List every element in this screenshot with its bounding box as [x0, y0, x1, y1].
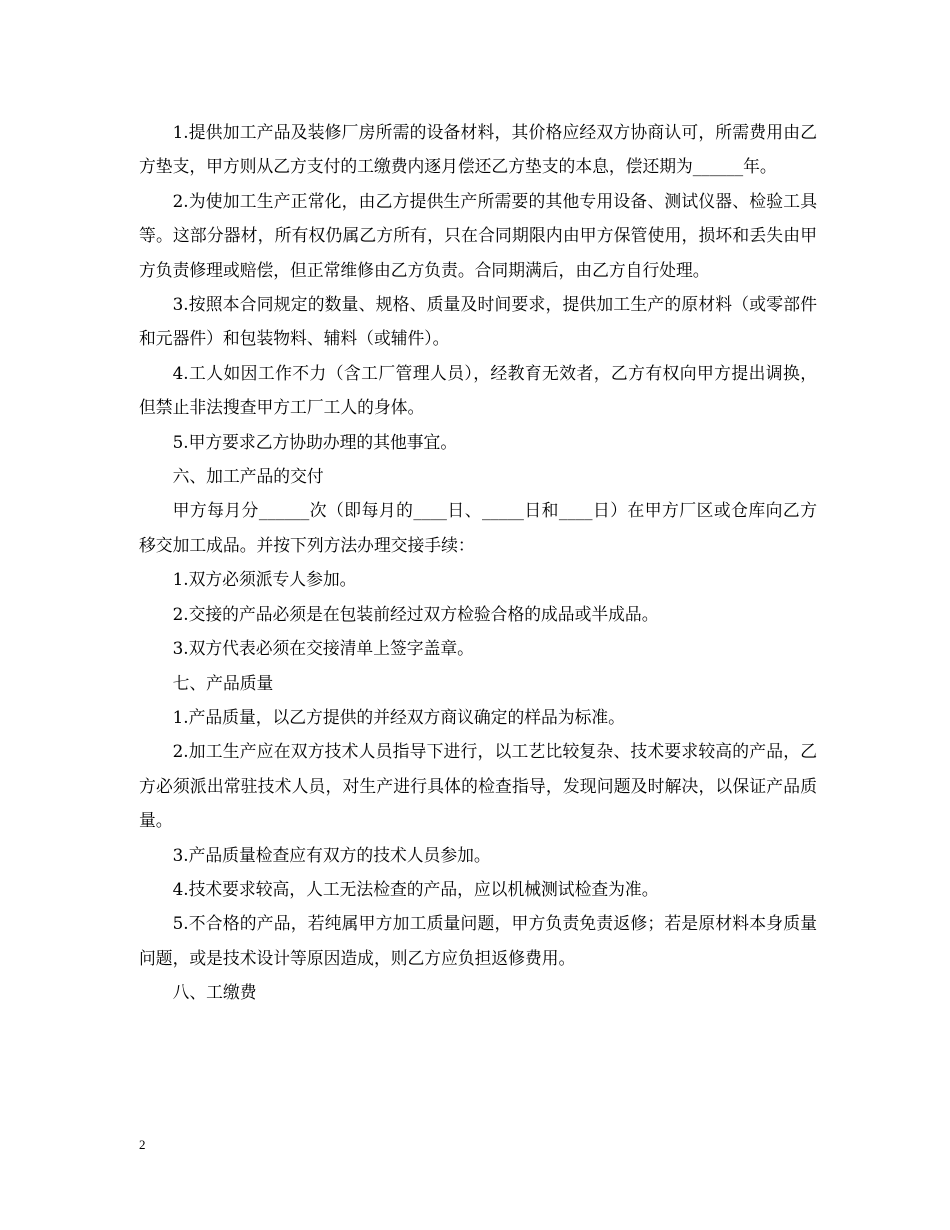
paragraph-2: 2.为使加工生产正常化，由乙方提供生产所需要的其他专用设备、测试仪器、检验工具等。这部分器材，所有权仍属乙方所有，只在合同期限内由甲方保管使用，损坏和丢失由甲方负责修理或赔偿，但正常维修由乙方负责。合同期满后，由乙方自行处理。 [139, 190, 817, 280]
paragraph-9: 3.双方代表必须在交接清单上签字盖章。 [172, 638, 474, 659]
paragraph-3: 3.按照本合同规定的数量、规格、质量及时间要求，提供加工生产的原材料（或零部件和元器件）和包装物料、辅料（或辅件）。 [139, 294, 817, 349]
paragraph-5: 5.甲方要求乙方协助办理的其他事宜。 [172, 431, 458, 452]
section-heading-8: 八、工缴费 [172, 982, 257, 1003]
paragraph-12: 3.产品质量检查应有双方的技术人员参加。 [172, 844, 491, 865]
paragraph-8: 2.交接的产品必须是在包装前经过双方检验合格的成品或半成品。 [172, 603, 659, 624]
page-number: 2 [139, 1137, 146, 1152]
paragraph-10: 1.产品质量，以乙方提供的并经双方商议确定的样品为标准。 [172, 706, 625, 727]
section-heading-6: 六、加工产品的交付 [172, 466, 324, 487]
paragraph-6: 甲方每月分______次（即每月的____日、_____日和____日）在甲方厂区或仓库向乙方移交加工成品。并按下列方法办理交接手续： [139, 500, 817, 555]
paragraph-14: 5.不合格的产品，若纯属甲方加工质量问题，甲方负责免责返修；若是原材料本身质量问题，或是技术设计等原因造成，则乙方应负担返修费用。 [139, 913, 817, 968]
section-heading-7: 七、产品质量 [172, 672, 274, 693]
paragraph-4: 4.工人如因工作不力（含工厂管理人员），经教育无效者，乙方有权向甲方提出调换，但禁止非法搜查甲方工厂工人的身体。 [139, 362, 817, 418]
document-body [139, 115, 817, 1010]
paragraph-11: 2.加工生产应在双方技术人员指导下进行，以工艺比较复杂、技术要求较高的产品，乙方必须派出常驻技术人员，对生产进行具体的检查指导，发现问题及时解决，以保证产品质量。 [139, 741, 817, 831]
paragraph-1: 1.提供加工产品及装修厂房所需的设备材料，其价格应经双方协商认可，所需费用由乙方垫支，甲方则从乙方支付的工缴费内逐月偿还乙方垫支的本息，偿还期为______年。 [139, 122, 817, 177]
paragraph-7: 1.双方必须派专人参加。 [172, 569, 357, 590]
paragraph-13: 4.技术要求较高，人工无法检查的产品，应以机械测试检查为准。 [172, 878, 659, 899]
